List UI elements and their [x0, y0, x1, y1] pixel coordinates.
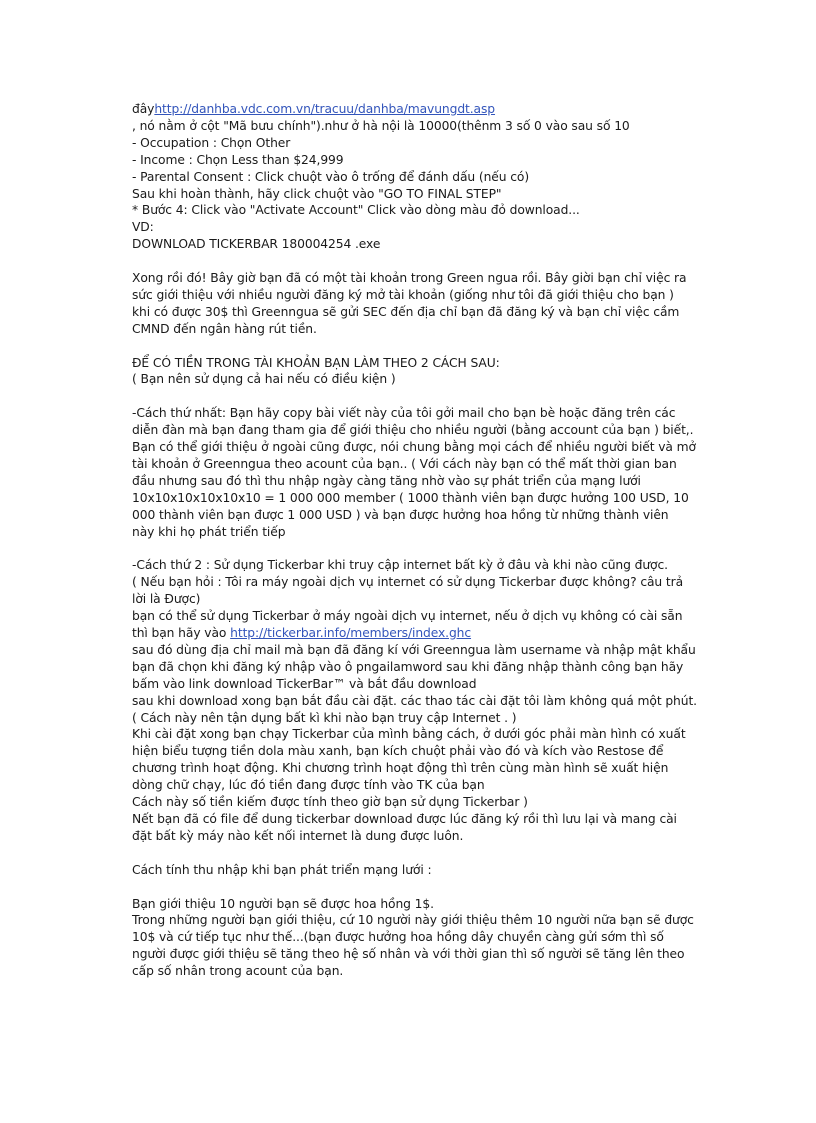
blank-line: [132, 541, 782, 558]
text-line: [132, 625, 782, 642]
text-line: Trong những người bạn giới thiệu, cứ 10 người này giới thiệu thêm 10 người nữa bạn sẽ được: [132, 913, 694, 928]
text-line: ( Bạn nên sử dụng cả hai nếu có điều kiện ): [132, 372, 396, 387]
url-link[interactable]: http://tickerbar.info/members/index.ghc: [230, 626, 472, 641]
text-line: Bạn có thể giới thiệu ở ngoài cũng được, nói chung bằng mọi cách để nhiều người biết và mở: [132, 440, 696, 455]
text-line: - Income : Chọn Less than $24,999: [132, 152, 344, 167]
text-line: DOWNLOAD TICKERBAR 180004254 .exe: [132, 237, 381, 252]
text-line: khi có được 30$ thì Greenngua sẽ gửi SEC đến địa chỉ bạn đã đăng ký và bạn chỉ việc cầm: [132, 304, 680, 319]
text-line: -Cách thứ 2 : Sử dụng Tickerbar khi truy cập internet bất kỳ ở đâu và khi nào cũng được.: [132, 558, 668, 573]
url-link[interactable]: http://danhba.vdc.com.vn/tracuu/danhba/mavungdt.asp: [154, 102, 496, 116]
text-line: , nó nằm ở cột "Mã bưu chính").như ở hà nội là 10000(thênm 3 số 0 vào sau số 10: [132, 118, 630, 133]
text-line: dòng chữ chạy, lúc đó tiền đang được tính vào TK của bạn: [132, 778, 485, 793]
text-line: ĐỂ CÓ TIỀN TRONG TÀI KHOẢN BẠN LÀM THEO 2 CÁCH SAU:: [132, 355, 500, 370]
text-line: lời là Được): [132, 592, 201, 607]
text-line: - Parental Consent : Click chuột vào ô trống để đánh dấu (nếu có): [132, 169, 530, 184]
blank-line: [132, 879, 782, 896]
text-line: 10$ và cứ tiếp tục như thế...(bạn được hưởng hoa hồng dây chuyền càng gửi sớm thì số: [132, 930, 664, 945]
blank-line: [132, 388, 782, 405]
link-prefix: thì bạn hãy vào: [132, 626, 231, 641]
document-body: [132, 101, 782, 980]
text-line: Khi cài đặt xong bạn chạy Tickerbar của mình bằng cách, ở dưới góc phải màn hình có xuất: [132, 727, 686, 742]
text-line: bấm vào link download TickerBar™ và bắt đầu download: [132, 676, 477, 691]
text-line: Xong rồi đó! Bây giờ bạn đã có một tài khoản trong Green ngua rồi. Bây giời bạn chỉ việc ra: [132, 271, 687, 286]
text-line: - Occupation : Chọn Other: [132, 135, 291, 150]
blank-line: [132, 338, 782, 355]
text-line: sau khi download xong bạn bắt đầu cài đặt. các thao tác cài đặt tôi làm không quá một phút.: [132, 693, 697, 708]
text-line: bạn có thể sử dụng Tickerbar ở máy ngoài dịch vụ internet, nếu ở dịch vụ không có cài sẵn: [132, 609, 683, 624]
text-line: ( Nếu bạn hỏi : Tôi ra máy ngoài dịch vụ internet có sử dụng Tickerbar được không? câu trả: [132, 575, 684, 590]
text-line: bạn đã chọn khi đăng ký nhập vào ô pngailamword sau khi đăng nhập thành công bạn hãy: [132, 659, 684, 674]
blank-line: [132, 845, 782, 862]
blank-line: [132, 253, 782, 270]
text-line: Cách này số tiền kiếm được tính theo giờ bạn sử dụng Tickerbar ): [132, 795, 528, 810]
text-line: cấp số nhân trong acount của bạn.: [132, 964, 344, 979]
text-line: Nết bạn đã có file để dung tickerbar download được lúc đăng ký rồi thì lưu lại và mang cài: [132, 812, 677, 826]
text-line: -Cách thứ nhất: Bạn hãy copy bài viết này của tôi gởi mail cho bạn bè hoặc đăng trên các: [132, 406, 676, 421]
text-line: * Bước 4: Click vào "Activate Account" Click vào dòng màu đỏ download...: [132, 203, 580, 218]
text-line: đầu nhưng sau đó thì thu nhập ngày càng tăng nhờ vào sự phát triển của mạng lưới: [132, 473, 641, 488]
text-line: VD:: [132, 220, 154, 235]
text-line: chương trình hoạt động. Khi chương trình hoạt động thì trên cùng màn hình sẽ xuất hiện: [132, 761, 669, 776]
text-line: CMND đến ngân hàng rút tiền.: [132, 321, 317, 336]
text-line: 10x10x10x10x10x10 = 1 000 000 member ( 1000 thành viên bạn được hưởng 100 USD, 10: [132, 490, 689, 505]
text-line: diễn đàn mà bạn đang tham gia để giới thiệu cho nhiều người (bằng account của bạn ) biết,.: [132, 423, 694, 438]
text-line: [132, 101, 782, 118]
text-line: 000 thành viên bạn được 1 000 USD ) và bạn được hưởng hoa hồng từ những thành viên: [132, 507, 669, 522]
text-line: hiện biểu tượng tiền dola màu xanh, bạn kích chuột phải vào đó và kích vào Restose để: [132, 744, 664, 759]
text-line: sức giới thiệu với nhiều người đăng ký mở tài khoản (giống như tôi đã giới thiệu cho bạn ): [132, 287, 674, 302]
text-line: tài khoản ở Greenngua theo acount của bạn.. ( Với cách này bạn có thể mất thời gian ban: [132, 456, 677, 471]
link-prefix: đây: [132, 102, 155, 116]
text-line: Bạn giới thiệu 10 người bạn sẽ được hoa hồng 1$.: [132, 896, 434, 911]
text-line: người được giới thiệu sẽ tăng theo hệ số nhân và với thời gian thì số người sẽ tăng lên theo: [132, 947, 685, 962]
text-line: sau đó dùng địa chỉ mail mà bạn đã đăng kí với Greenngua làm username và nhập mật khẩu: [132, 642, 696, 657]
text-line: đặt bất kỳ máy nào kết nối internet là dung được luôn.: [132, 828, 464, 843]
text-line: Sau khi hoàn thành, hãy click chuột vào "GO TO FINAL STEP": [132, 186, 502, 201]
text-line: này khi họ phát triển tiếp: [132, 524, 286, 539]
text-line: Cách tính thu nhập khi bạn phát triển mạng lưới :: [132, 862, 432, 877]
text-line: ( Cách này nên tận dụng bất kì khi nào bạn truy cập Internet . ): [132, 710, 517, 725]
